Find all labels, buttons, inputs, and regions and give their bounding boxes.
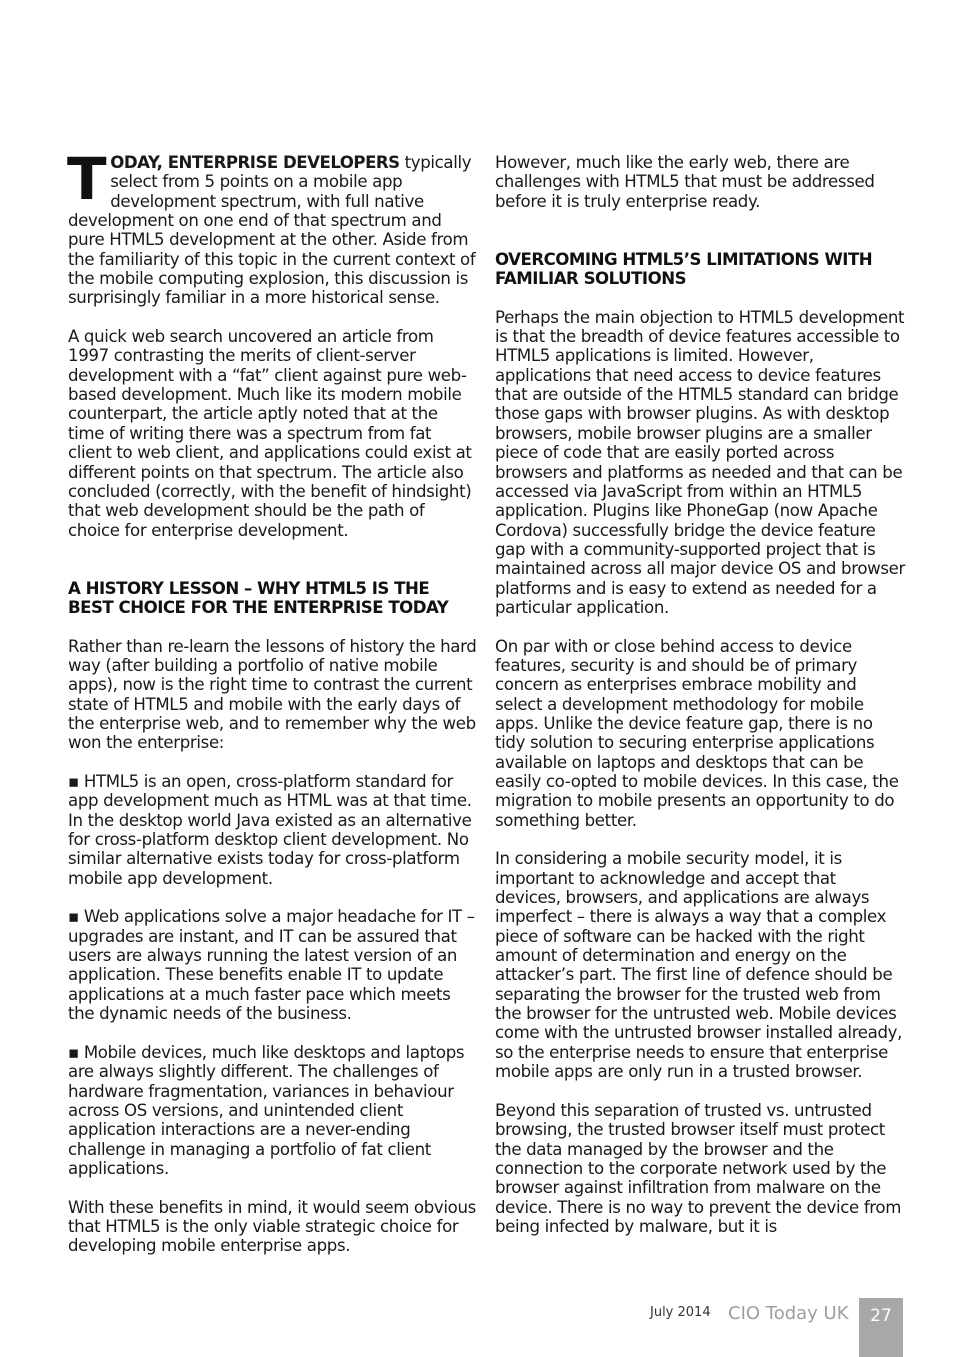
paragraph-benefits: With these benefits in mind, it would seem obvious that HTML5 is the only viable strategic choice for developing mobile enterprise apps. [68, 1197, 476, 1256]
paragraph-rather-than: Rather than re-learn the lessons of history the hard way (after building a portfolio of native mobile apps), now is the right time to contrast the current state of HTML5 and mobile with the early days of the enterprise web, and to remember why the web won the enterprise: [68, 636, 477, 753]
heading-history-lesson: A HISTORY LESSON – WHY HTML5 IS THE BEST CHOICE FOR THE ENTERPRISE TODAY [68, 578, 449, 617]
intro-lead: ODAY, ENTERPRISE DEVELOPERS [110, 153, 400, 172]
heading-overcoming: OVERCOMING HTML5’S LIMITATIONS WITH FAMILIAR SOLUTIONS [495, 249, 873, 289]
issue-date: July 2014 [650, 1305, 711, 1320]
drop-cap: T [67, 145, 107, 213]
intro-text: typically select from 5 points on a mobile app development spectrum, with full native development on one end of that spectrum and pure HTML5 development at the other. Aside from the familiarity of this topic in the current context of the mobile computing explosion, this discussion is surprisingly familiar in a more historical sense. [68, 153, 476, 308]
bullet-open-standard: ▪ HTML5 is an open, cross-platform standard for app development much as HTML was at that time. In the desktop world Java existed as an alternative for cross-platform desktop client development. No similar alternative exists today for cross-platform mobile app development. [68, 772, 472, 888]
bullet-mobile-devices: ▪ Mobile devices, much like desktops and laptops are always slightly different. The challenges of hardware fragmentation, variances in behaviour across OS versions, and unintended client application interactions are a never-ending challenge in managing a portfolio of fat client applications. [68, 1042, 465, 1178]
paragraph-trusted-browser: Beyond this separation of trusted vs. untrusted browsing, the trusted browser itself must protect the data managed by the browser and the connection to the corporate network used by the browser against infiltration from malware on the device. There is no way to prevent the device from being infected by malware, but it is [495, 1100, 902, 1236]
page-footer [0, 1296, 960, 1357]
paragraph-security-model: In considering a mobile security model, it is important to acknowledge and accept that devices, browsers, and applications are always imperfect – there is always a way that a complex piece of software can be hacked with the right amount of determination and energy on the attacker’s part. The first line of defence should be separating the browser for the trusted web from the browser for the untrusted web. Mobile devices come with the untrusted browser installed already, so the enterprise needs to ensure that enterprise mobile apps are only run in a trusted browser. [495, 849, 903, 1082]
right-column [495, 153, 905, 1236]
magazine-name: CIO Today UK [728, 1303, 849, 1324]
paragraph-however: However, much like the early web, there are challenges with HTML5 that must be addressed before it is truly enterprise ready. [495, 153, 875, 211]
paragraph-web-search: A quick web search uncovered an article from 1997 contrasting the merits of client-server development with a “fat” client against pure web-based development. Much like its modern mobile counterpart, the article aptly noted that at the time of writing there was a spectrum from fat client to web client, and applications could exist at different points on that spectrum. The article also concluded (correctly, with the benefit of hindsight) that web development should be the path of choice for enterprise development. [68, 327, 472, 540]
page-number: 27 [870, 1306, 892, 1326]
bullet-web-applications: ▪ Web applications solve a major headache for IT – upgrades are instant, and IT can be assured that users are always running the latest version of an application. These benefits enable IT to update applications at a much faster pace which meets the dynamic needs of the business. [68, 907, 475, 1024]
left-column [67, 145, 478, 1256]
paragraph-security: On par with or close behind access to device features, security is and should be of primary concern as enterprises embrace mobility and select a development methodology for mobile apps. Unlike the device feature gap, there is no tidy solution to securing enterprise applications available on laptops and desktops that can be easily co-opted to mobile devices. In this case, the migration to mobile presents an opportunity to do something better. [495, 636, 899, 830]
page-number-box [859, 1298, 903, 1357]
paragraph-main-objection: Perhaps the main objection to HTML5 development is that the breadth of device features accessible to HTML5 applications is limited. However, applications that need access to device features that are outside of the HTML5 standard can bridge those gaps with browser plugins. As with desktop browsers, mobile browser plugins are a smaller piece of code that are easily ported across browsers and platforms as needed and that can be accessed via JavaScript from within an HTML5 application. Plugins like PhoneGap (now Apache Cordova) successfully bridge the device feature gap with a community-supported project that is maintained across all major device OS and browser platforms and is easy to extend as needed for a particular application. [495, 307, 905, 617]
intro-paragraph [67, 145, 478, 308]
